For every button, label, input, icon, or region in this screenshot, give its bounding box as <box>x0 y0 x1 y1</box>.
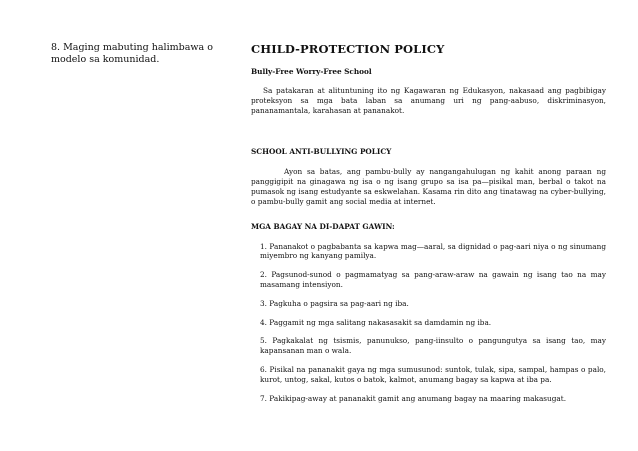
policy-intro: Sa patakaran at alituntuning ito ng Kagawaran ng Edukasyon, nakasaad ang pagbibigay proteksyon sa mga bata laban sa anumang uri ng pang-aabuso, diskriminasyon, pananamantala, karahasan at pananakot. <box>251 86 606 115</box>
list-item: 5. Pagkakalat ng tsismis, panunukso, pang-iinsulto o pangungutya sa isang tao, may kapansanan man o wala. <box>260 336 606 356</box>
policy-subtitle: Bully-Free Worry-Free School <box>251 67 372 76</box>
list-item-8: 8. Maging mabuting halimbawa o modelo sa komunidad. <box>51 42 213 65</box>
donts-list <box>251 242 606 404</box>
list-item: 2. Pagsunod-sunod o pagmamatyag sa pang-araw-araw na gawain ng isang tao na may masamang intensiyon. <box>260 270 606 289</box>
anti-bullying-text: Ayon sa batas, ang pambu-bully ay nangangahulugan ng kahit anong paraan ng panggigipit na ginagawa ng isa o ng isang grupo sa isa pa—pisikal man, berbal o takot na pumasok ng isang estudyante sa eskwelahan. Kasama rin dito ang tinatawag na cyber-bullying, o pambu-bully gamit ang social media at internet. <box>251 167 606 206</box>
right-column <box>251 42 606 412</box>
list-item: 4. Paggamit ng mga salitang nakasasakit sa damdamin ng iba. <box>260 317 492 327</box>
anti-bullying-heading: SCHOOL ANTI-BULLYING POLICY <box>251 147 392 157</box>
left-column <box>51 42 231 66</box>
spacer <box>251 115 606 147</box>
policy-title: CHILD-PROTECTION POLICY <box>251 42 445 56</box>
list-item: 6. Pisikal na pananakit gaya ng mga sumusunod: suntok, tulak, sipa, sampal, hampas o palo, kurot, untog, sakal, kutos o batok, kalmot, anumang bagay sa kapwa at iba pa. <box>260 364 606 384</box>
list-item: 1. Pananakot o pagbabanta sa kapwa mag—aaral, sa dignidad o pag-aari niya o ng sinumang miyembro ng kanyang pamilya. <box>260 241 606 261</box>
list-item: 3. Pagkuha o pagsira sa pag-aari ng iba. <box>260 298 409 308</box>
donts-heading: MGA BAGAY NA DI-DAPAT GAWIN: <box>251 221 395 231</box>
list-item: 7. Pakikipag-away at pananakit gamit ang anumang bagay na maaring makasugat. <box>260 393 567 403</box>
